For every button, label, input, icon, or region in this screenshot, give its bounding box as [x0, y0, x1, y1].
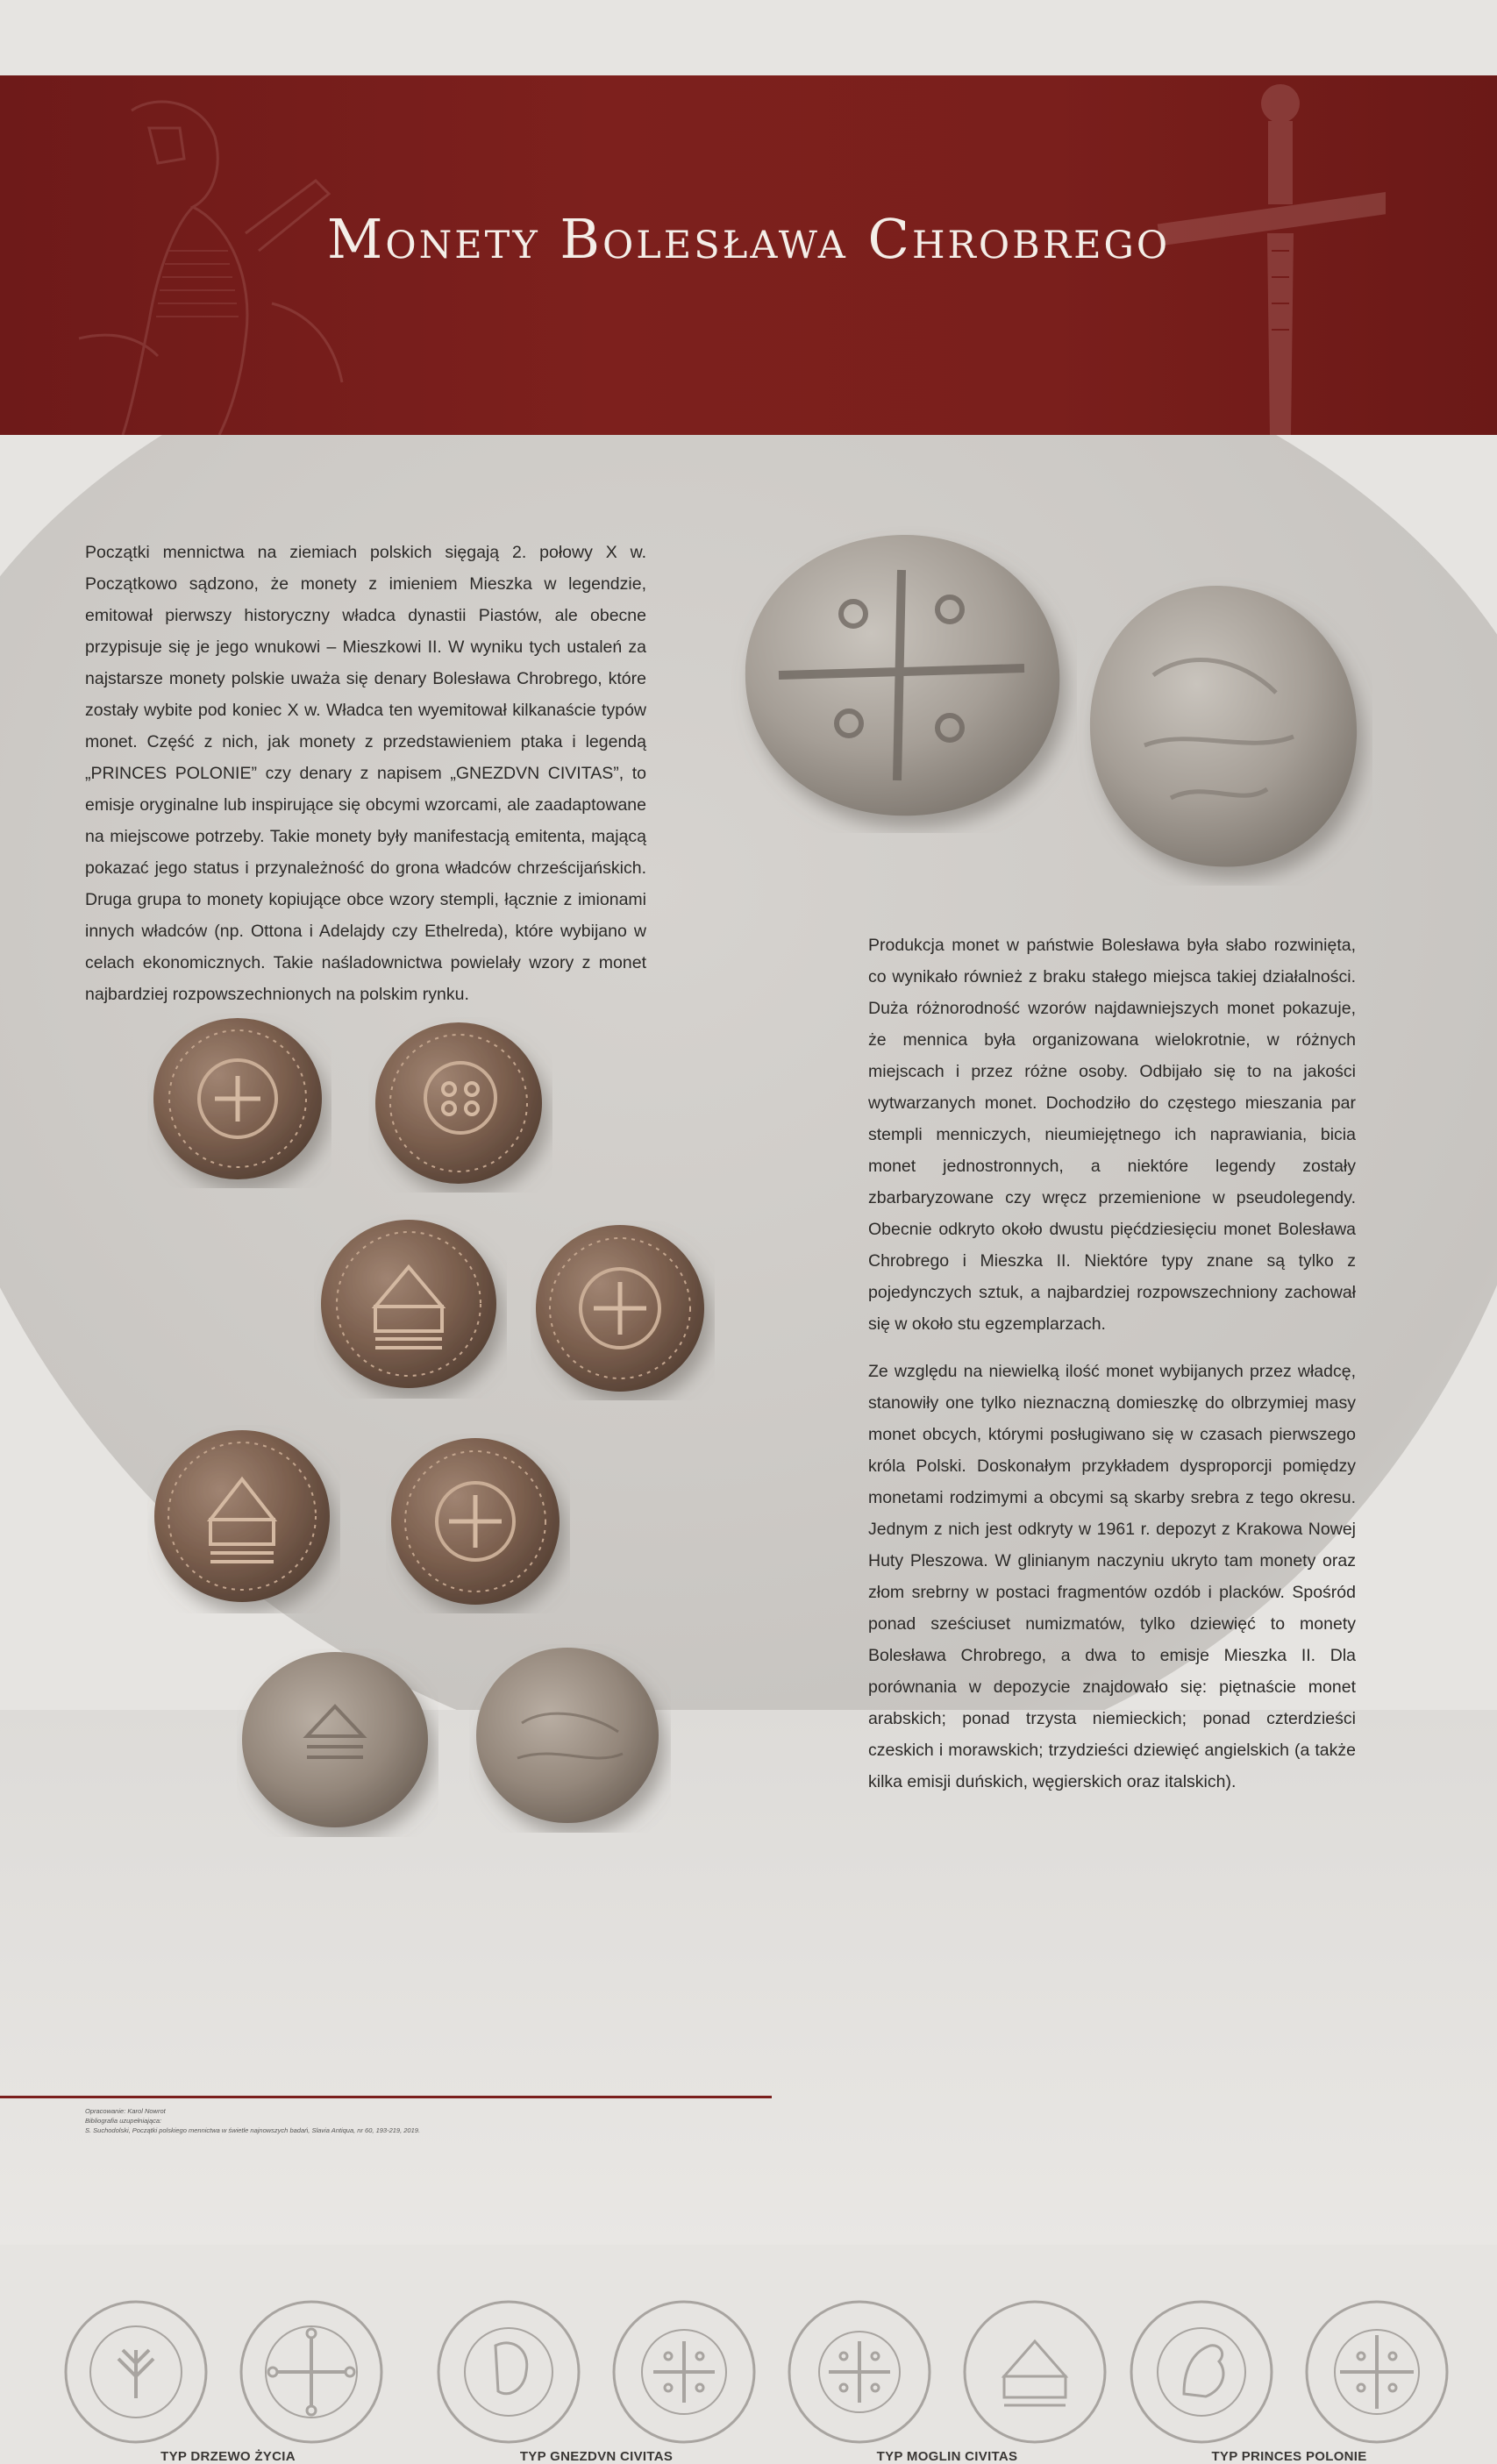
coin-cross-2: [368, 1017, 552, 1193]
footer-credits: [85, 2106, 699, 2135]
coin-temple-2: [147, 1425, 340, 1613]
title-banner: [0, 75, 1497, 435]
hoard-paragraph: Ze względu na niewielką ilość monet wybijanych przez władcę, stanowiły one tylko nieznaczną domieszkę do olbrzymiej masy monet obcych, którymi posługiwano się w czasach pierwszego króla Polski. Doskonałym przykładem dysproporcji pomiędzy monetami rodzimymi a obcymi są skarby srebra z tego okresu. Jednym z nich jest odkryty w 1961 r. depozyt z Krakowa Nowej Huty Pleszowa. W glinianym naczyniu ukryto tam monety oraz złom srebrny w postaci fragmentów ozdób i placków. Spośród ponad sześciuset numizmatów, tylko dziewięć to monety Bolesława Chrobrego, a dwa to emisje Mieszka II. Dla porównania w depozycie znajdowało się: piętnaście monet arabskich; ponad trzysta niemieckich; ponad czterdzieści czeskich i morawskich; trzydzieści dziewięć angielskich (a także kilka emisji duńskich, węgierskich oraz italskich).: [868, 1362, 1356, 1791]
page-title: Monety Bolesława Chrobrego: [326, 207, 1171, 271]
coin-worn-1: [237, 1649, 438, 1837]
large-coin-reverse: [1074, 570, 1372, 886]
large-coin-obverse: [726, 517, 1077, 833]
coin-cross-4: [386, 1434, 570, 1613]
drawing-label-gnezdvn: TYP GNEZDVN CIVITAS: [519, 2449, 674, 2464]
coin-worn-2: [469, 1644, 671, 1833]
drawing-label-princes: TYP PRINCES POLONIE: [1211, 2449, 1367, 2464]
credit-bibliography-entry: S. Suchodolski, Początki polskiego mennictwa w świetle najnowszych badań, Slavia Antiqua, nr 60, 193-219, 2019.: [85, 2126, 421, 2134]
intro-text: Początki mennictwa na ziemiach polskich sięgają 2. połowy X w. Początkowo sądzono, że monety z imieniem Mieszka w legendzie, emitował pierwszy historyczny władca dynastii Piastów, ale obecne przypisuje się je jego wnukowi – Mieszkowi II. W wyniku tych ustaleń za najstarsze monety polskie uważa się denary Bolesława Chrobrego, które zostały wybite pod koniec X w. Władca ten wyemitował kilkanaście typów monet. Część z nich, jak monety z przedstawieniem ptaka i legendą „PRINCES POLONIE” czy denary z napisem „GNEZDVN CIVITAS”, to emisje oryginalne lub inspirujące się obcymi wzorcami, ale zaadaptowane na miejscowe potrzeby. Takie monety były manifestacją emitenta, mającą pokazać jego status i przynależność do grona władców chrześcijańskich. Druga grupa to monety kopiujące obce wzory stempli, łącznie z imionami innych władców (np. Ottona i Adelajdy czy Ethelreda), które wybijano w celach ekonomicznych. Takie naśladownictwa powielały wzory z monet najbardziej rozpowszechnionych na polskim rynku.: [85, 543, 646, 1004]
production-paragraph: Produkcja monet w państwie Bolesława była słabo rozwinięta, co wynikało również z braku stałego miejsca takiej działalności. Duża różnorodność wzorów najdawniejszych monet pokazuje, że mennica była organizowana wielokrotnie, w różnych miejscach i przez różne osoby. Odbijało się to na jakości wytwarzanych monet. Dochodziło do częstego mieszania par stempli menniczych, nieumiejętnego ich naprawiania, bicia monet jednostronnych, a niektóre legendy zostały zbarbaryzowane czy wręcz przemienione w pseudolegendy. Obecnie odkryto około dwustu pięćdziesięciu monet Bolesława Chrobrego i Mieszka II. Niektóre typy znane są tylko z pojedynczych sztuk, a najbardziej rozpowszechniony zachował się w około stu egzemplarzach.: [868, 936, 1356, 1334]
footer-divider: [0, 2096, 772, 2098]
drawing-gnezdvn-pair: [421, 2293, 772, 2464]
credit-author: Opracowanie: Karol Nowrot: [85, 2107, 166, 2115]
production-text: [868, 929, 1356, 1813]
drawing-moglin-pair: [772, 2293, 1123, 2464]
drawing-label-moglin: TYP MOGLIN CIVITAS: [876, 2449, 1018, 2464]
drawing-drzewo-pair: [53, 2293, 403, 2464]
drawing-label-drzewo: TYP DRZEWO ŻYCIA: [160, 2449, 296, 2464]
drawing-princes-pair: [1114, 2293, 1465, 2464]
coin-cross-1: [147, 1013, 331, 1188]
credit-bibliography-heading: Bibliografia uzupełniająca:: [85, 2117, 162, 2125]
coin-temple-1: [314, 1214, 507, 1399]
coin-cross-3: [531, 1221, 715, 1400]
